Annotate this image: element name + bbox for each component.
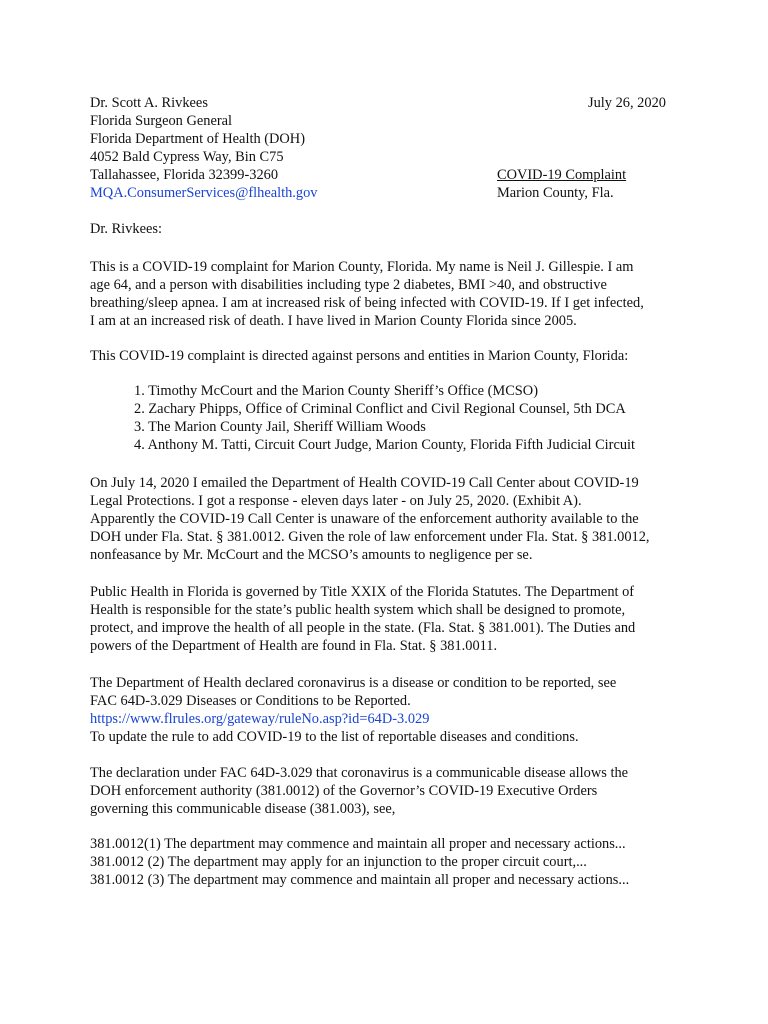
paragraph-6-line: DOH enforcement authority (381.0012) of the Governor’s COVID-19 Executive Orders bbox=[90, 783, 598, 799]
list-item: 2. Zachary Phipps, Office of Criminal Conflict and Civil Regional Counsel, 5th DCA bbox=[134, 401, 626, 417]
salutation: Dr. Rivkees: bbox=[90, 221, 162, 237]
statute-line: 381.0012(1) The department may commence and maintain all proper and necessary actions... bbox=[90, 836, 626, 852]
list-item: 3. The Marion County Jail, Sheriff William Woods bbox=[134, 419, 426, 435]
paragraph-3-line: Legal Protections. I got a response - eleven days later - on July 25, 2020. (Exhibit A). bbox=[90, 493, 582, 509]
paragraph-4-line: Public Health in Florida is governed by Title XXIX of the Florida Statutes. The Department of bbox=[90, 584, 635, 600]
recipient-address-2: Tallahassee, Florida 32399-3260 bbox=[90, 167, 279, 183]
paragraph-5-line: The Department of Health declared coronavirus is a disease or condition to be reported, see bbox=[90, 675, 617, 691]
letter-date: July 26, 2020 bbox=[588, 95, 666, 111]
paragraph-6-line: governing this communicable disease (381.003), see, bbox=[90, 801, 396, 817]
paragraph-3-line: DOH under Fla. Stat. § 381.0012. Given the role of law enforcement under Fla. Stat. § 381.0012, bbox=[90, 529, 650, 545]
recipient-address-1: 4052 Bald Cypress Way, Bin C75 bbox=[90, 149, 284, 165]
recipient-email-link[interactable]: MQA.ConsumerServices@flhealth.gov bbox=[90, 185, 318, 201]
list-item: 1. Timothy McCourt and the Marion County Sheriff’s Office (MCSO) bbox=[134, 383, 538, 399]
paragraph-3-line: Apparently the COVID-19 Call Center is unaware of the enforcement authority available to the bbox=[90, 511, 639, 527]
flrules-link[interactable]: https://www.flrules.org/gateway/ruleNo.asp?id=64D-3.029 bbox=[90, 711, 430, 727]
list-item: 4. Anthony M. Tatti, Circuit Court Judge, Marion County, Florida Fifth Judicial Circuit bbox=[134, 437, 636, 453]
paragraph-2: This COVID-19 complaint is directed against persons and entities in Marion County, Florida: bbox=[90, 348, 629, 364]
paragraph-4-line: protect, and improve the health of all people in the state. (Fla. Stat. § 381.001). The Duties and bbox=[90, 620, 636, 636]
paragraph-4-line: powers of the Department of Health are found in Fla. Stat. § 381.0011. bbox=[90, 638, 498, 654]
paragraph-5-after: To update the rule to add COVID-19 to the list of reportable diseases and conditions. bbox=[90, 729, 579, 745]
statute-line: 381.0012 (2) The department may apply for an injunction to the proper circuit court,... bbox=[90, 854, 587, 870]
recipient-name: Dr. Scott A. Rivkees bbox=[90, 95, 208, 111]
subject-line-1: COVID-19 Complaint bbox=[497, 167, 627, 183]
recipient-title: Florida Surgeon General bbox=[90, 113, 233, 129]
paragraph-3-line: On July 14, 2020 I emailed the Department of Health COVID-19 Call Center about COVID-19 bbox=[90, 475, 639, 491]
paragraph-1-line: breathing/sleep apnea. I am at increased risk of being infected with COVID-19. If I get infected, bbox=[90, 295, 644, 311]
recipient-dept: Florida Department of Health (DOH) bbox=[90, 131, 305, 147]
paragraph-6-line: The declaration under FAC 64D-3.029 that coronavirus is a communicable disease allows the bbox=[90, 765, 629, 781]
paragraph-1-line: age 64, and a person with disabilities including type 2 diabetes, BMI >40, and obstructive bbox=[90, 277, 607, 293]
paragraph-5-line: FAC 64D-3.029 Diseases or Conditions to be Reported. bbox=[90, 693, 411, 709]
paragraph-1-line: This is a COVID-19 complaint for Marion County, Florida. My name is Neil J. Gillespie. I am bbox=[90, 259, 634, 275]
statute-line: 381.0012 (3) The department may commence and maintain all proper and necessary actions... bbox=[90, 872, 630, 888]
paragraph-1-line: I am at an increased risk of death. I have lived in Marion County Florida since 2005. bbox=[90, 313, 577, 329]
paragraph-3-line: nonfeasance by Mr. McCourt and the MCSO’s amounts to negligence per se. bbox=[90, 547, 533, 563]
subject-line-2: Marion County, Fla. bbox=[497, 185, 614, 201]
paragraph-4-line: Health is responsible for the state’s public health system which shall be designed to promote, bbox=[90, 602, 626, 618]
